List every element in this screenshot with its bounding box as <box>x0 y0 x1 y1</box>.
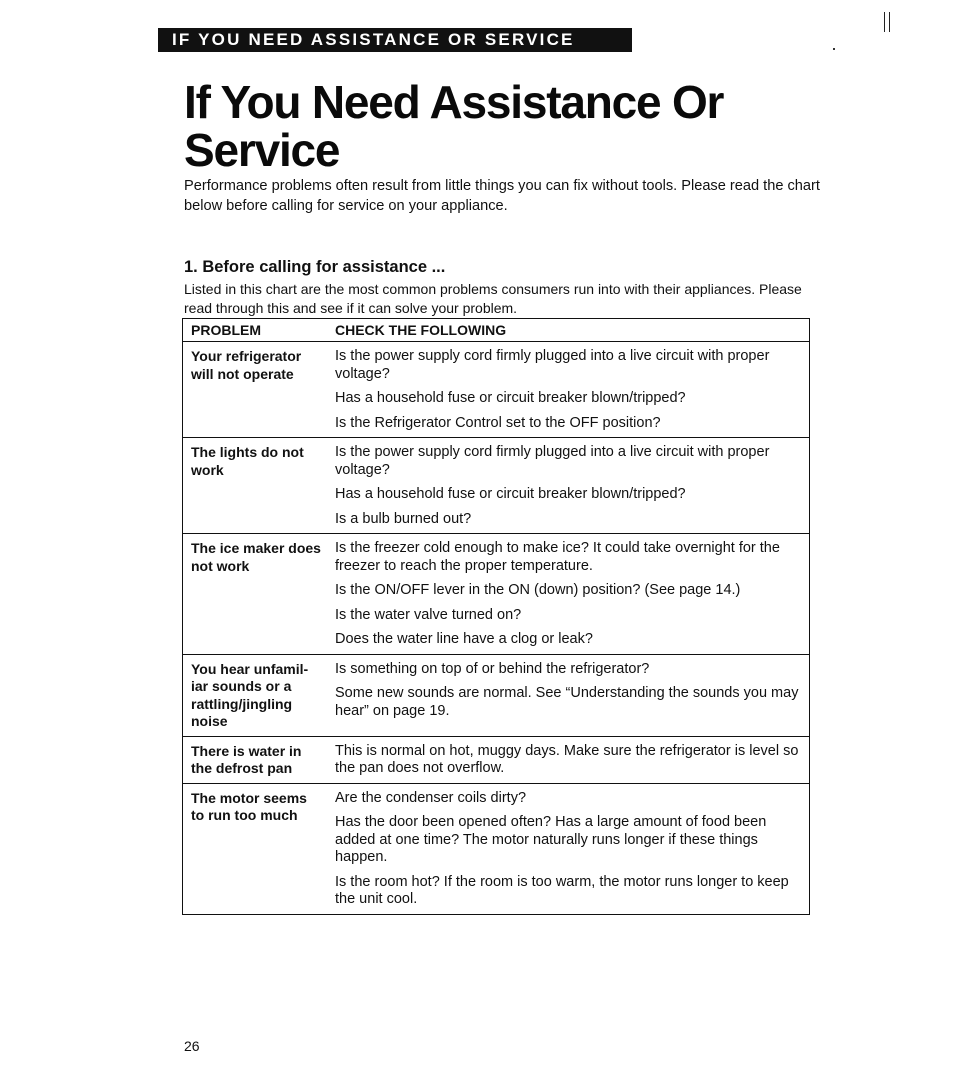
table-row <box>183 783 810 914</box>
check-item: Is the freezer cold enough to make ice? It could take overnight for the freezer to reach the proper temperature. <box>335 540 780 574</box>
page-edge-mark <box>884 12 890 32</box>
check-item: Is the Refrigerator Control set to the OFF position? <box>335 414 661 431</box>
problem-cell: There is water in the defrost pan <box>183 736 328 783</box>
checks-cell <box>327 736 810 783</box>
table-row <box>183 736 810 783</box>
problem-cell: The lights do not work <box>183 438 328 534</box>
problem-cell: You hear unfamil-iar sounds or a rattling/jingling noise <box>183 654 328 736</box>
check-item: Does the water line have a clog or leak? <box>335 631 593 647</box>
page-number: 26 <box>184 1038 200 1054</box>
problem-cell: The ice maker does not work <box>183 534 328 655</box>
problem-cell: Your refrigerator will not operate <box>183 342 328 438</box>
check-item: Is the water valve turned on? <box>335 606 522 623</box>
table-header-row <box>183 319 810 342</box>
page-title: If You Need Assistance Or Service <box>184 76 724 176</box>
checks-cell <box>327 534 810 655</box>
checks-cell <box>327 783 810 914</box>
column-header-problem: PROBLEM <box>183 319 328 342</box>
section-heading: 1. Before calling for assistance ... <box>184 258 446 276</box>
table-row <box>183 438 810 534</box>
section-intro: Listed in this chart are the most common problems consumers run into with their appliances. Please read through this and see if it can solve your problem. <box>184 281 802 316</box>
intro-paragraph: Performance problems often result from little things you can fix without tools. Please read the chart below before calling for service on your appliance. <box>184 178 820 214</box>
check-item: This is normal on hot, muggy days. Make sure the refrigerator is level so the pan does not overflow. <box>335 742 799 776</box>
checks-cell <box>327 342 810 438</box>
table-row <box>183 654 810 736</box>
check-item: Is a bulb burned out? <box>335 510 472 527</box>
check-item: Some new sounds are normal. See “Understanding the sounds you may hear” on page 19. <box>335 685 799 719</box>
check-item: Has the door been opened often? Has a large amount of food been added at one time? The motor naturally runs longer if these things happen. <box>335 814 767 865</box>
table-row <box>183 342 810 438</box>
check-item: Is something on top of or behind the refrigerator? <box>335 660 650 677</box>
check-item: Is the ON/OFF lever in the ON (down) position? (See page 14.) <box>335 582 741 598</box>
check-item: Is the room hot? If the room is too warm, the motor runs longer to keep the unit cool. <box>335 873 789 907</box>
section-banner: IF YOU NEED ASSISTANCE OR SERVICE <box>158 28 632 52</box>
check-item: Has a household fuse or circuit breaker blown/tripped? <box>335 390 686 406</box>
checks-cell <box>327 654 810 736</box>
column-header-checks: CHECK THE FOLLOWING <box>327 319 810 342</box>
problem-cell: The motor seems to run too much <box>183 783 328 914</box>
check-item: Is the power supply cord firmly plugged into a live circuit with proper voltage? <box>335 348 770 382</box>
check-item: Has a household fuse or circuit breaker blown/tripped? <box>335 486 686 502</box>
checks-cell <box>327 438 810 534</box>
troubleshooting-table <box>182 318 810 915</box>
table-row <box>183 534 810 655</box>
check-item: Is the power supply cord firmly plugged into a live circuit with proper voltage? <box>335 444 770 478</box>
print-dot <box>833 48 835 50</box>
check-item: Are the condenser coils dirty? <box>335 789 527 806</box>
